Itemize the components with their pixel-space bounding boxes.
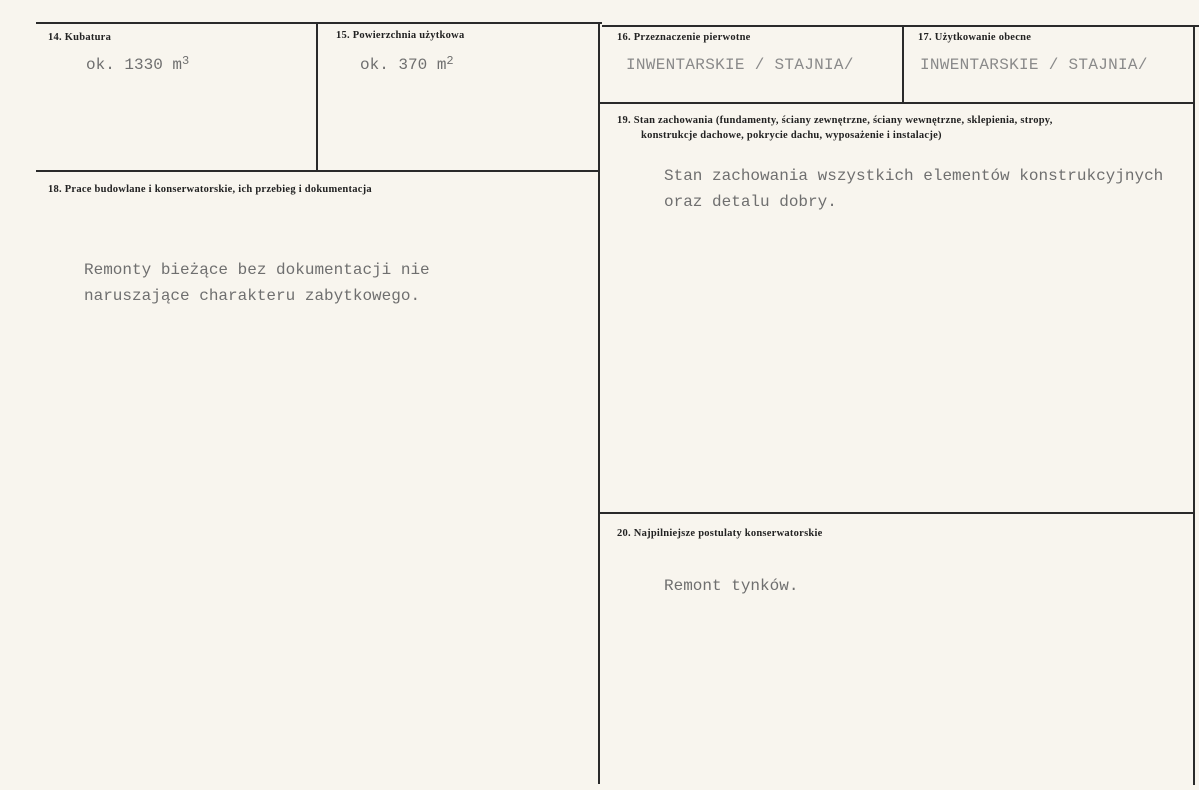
field-16-label: 16. Przeznaczenie pierwotne xyxy=(617,32,751,43)
rule-under-14-15 xyxy=(36,170,600,172)
field-19-label-line2: konstrukcje dachowe, pokrycie dachu, wyposażenie i instalacje) xyxy=(641,130,942,141)
field-19-line-1: Stan zachowania wszystkich elementów konstrukcyjnych xyxy=(664,167,1164,185)
top-rule-right xyxy=(602,25,1199,27)
field-14-exponent: 3 xyxy=(182,54,190,68)
field-16-value: INWENTARSKIE / STAJNIA/ xyxy=(626,56,854,74)
field-19-label-line1: 19. Stan zachowania (fundamenty, ściany zewnętrzne, ściany wewnętrzne, sklepienia, stropy, xyxy=(617,115,1053,126)
field-20-value: Remont tynków. xyxy=(664,577,799,595)
rule-above-20 xyxy=(600,512,1194,514)
field-17-label: 17. Użytkowanie obecne xyxy=(918,32,1032,43)
field-17-value: INWENTARSKIE / STAJNIA/ xyxy=(920,56,1148,74)
field-14-label: 14. Kubatura xyxy=(48,32,112,43)
divider-16-17 xyxy=(902,25,904,103)
field-19-line-2: oraz detalu dobry. xyxy=(664,193,837,211)
field-17-value-clip xyxy=(918,52,1190,82)
rule-under-16-17 xyxy=(600,102,1194,104)
field-20-label: 20. Najpilniejsze postulaty konserwatorskie xyxy=(617,528,823,539)
field-15-value xyxy=(360,52,454,78)
field-15-exponent: 2 xyxy=(446,54,454,68)
top-rule-left xyxy=(36,22,602,24)
divider-14-15 xyxy=(316,22,318,171)
field-18-line-2: naruszające charakteru zabytkowego. xyxy=(84,287,421,305)
right-border xyxy=(1193,25,1195,785)
field-15-label: 15. Powierzchnia użytkowa xyxy=(336,30,465,41)
field-18-line-1: Remonty bieżące bez dokumentacji nie xyxy=(84,261,430,279)
field-15-value-text: ok. 370 m xyxy=(360,56,447,74)
field-19-value-clip xyxy=(664,163,1193,223)
field-14-value-text: ok. 1330 m xyxy=(86,56,183,74)
field-18-label: 18. Prace budowlane i konserwatorskie, ich przebieg i dokumentacja xyxy=(48,184,372,195)
divider-col-main xyxy=(598,22,600,784)
field-14-value xyxy=(86,52,189,78)
